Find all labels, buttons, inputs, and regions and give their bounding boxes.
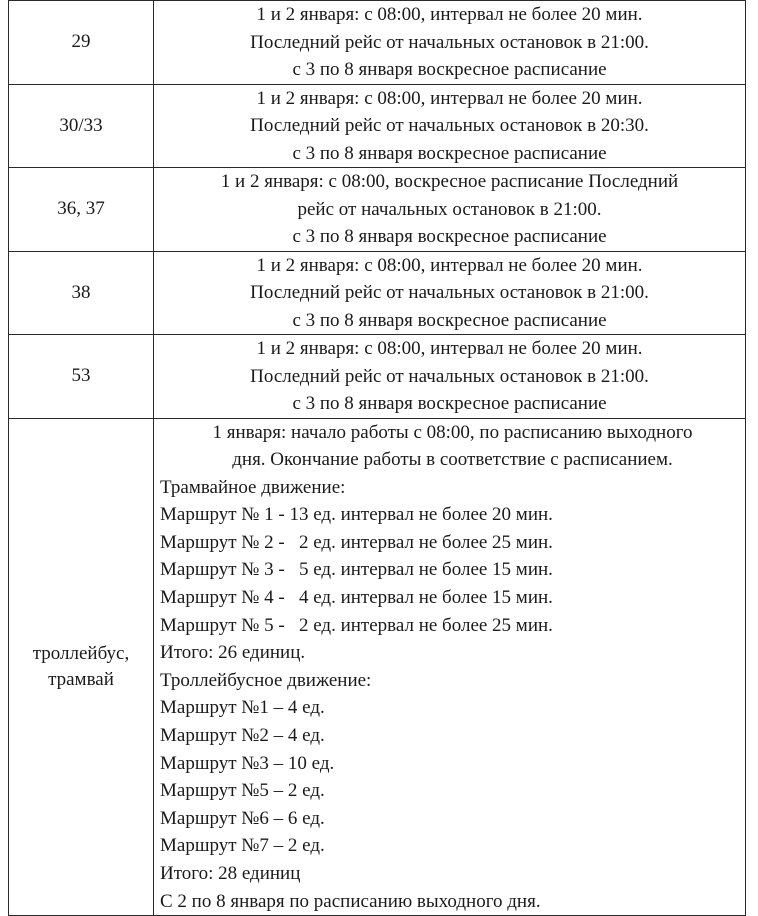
schedule-line: 1 и 2 января: с 08:00, интервал не более 20 мин. (256, 87, 643, 109)
trolley-route: Маршрут №5 – 2 ед. (160, 780, 325, 802)
schedule-info (154, 84, 746, 168)
table-row (9, 251, 746, 335)
schedule-line: с 3 по 8 января воскресное расписание (292, 59, 607, 80)
schedule-line: с 3 по 8 января воскресное расписание (292, 142, 607, 164)
schedule-line: Последний рейс от начальных остановок в 21:00. (250, 282, 649, 303)
route-number: 30/33 (9, 84, 154, 168)
table-row (9, 168, 746, 252)
trolley-route: Маршрут №7 – 2 ед. (160, 835, 325, 857)
table-row (9, 335, 746, 419)
schedule-line: Последний рейс от начальных остановок в 21:00. (250, 365, 649, 387)
table-row (9, 84, 746, 168)
schedule-line: с 3 по 8 января воскресное расписание (292, 226, 607, 247)
trolley-heading: Троллейбусное движение: (160, 669, 372, 691)
route-label: трамвай (48, 668, 114, 690)
tram-heading: Трамвайное движение: (160, 476, 346, 498)
schedule-info (154, 418, 746, 916)
trolley-route: Маршрут №6 – 6 ед. (160, 807, 325, 829)
route-number: 36, 37 (9, 168, 154, 252)
schedule-info (154, 251, 746, 335)
tram-route: Маршрут № 4 - 4 ед. интервал не более 15 мин. (160, 587, 553, 609)
schedule-line: 1 и 2 января: с 08:00, интервал не более 20 мин. (256, 4, 643, 25)
closing-note: С 2 по 8 января по расписанию выходного дня. (160, 890, 541, 912)
table-row (9, 1, 746, 85)
schedule-line: Последний рейс от начальных остановок в 21:00. (250, 31, 649, 53)
trolley-total: Итого: 28 единиц (160, 863, 301, 884)
trolley-route: Маршрут №3 – 10 ед. (160, 752, 335, 774)
tram-route: Маршрут № 2 - 2 ед. интервал не более 25 мин. (160, 531, 553, 553)
intro-line: 1 января: начало работы с 08:00, по расписанию выходного (212, 421, 693, 443)
route-number: 53 (9, 335, 154, 419)
route-number: 29 (9, 1, 154, 85)
schedule-line: с 3 по 8 января воскресное расписание (292, 309, 607, 331)
schedule-line: рейс от начальных остановок в 21:00. (297, 198, 602, 220)
schedule-line: 1 и 2 января: с 08:00, воскресное расписание Последний (220, 171, 679, 192)
trolley-route: Маршрут №1 – 4 ед. (160, 697, 325, 719)
tram-route: Маршрут № 5 - 2 ед. интервал не более 25 мин. (160, 614, 553, 636)
schedule-info (154, 168, 746, 252)
schedule-info (154, 1, 746, 85)
schedule-info (154, 335, 746, 419)
schedule-line: 1 и 2 января: с 08:00, интервал не более 20 мин. (256, 254, 643, 276)
intro-line: дня. Окончание работы в соответствие с расписанием. (232, 449, 673, 471)
trolley-route: Маршрут №2 – 4 ед. (160, 725, 325, 747)
route-number: 38 (9, 251, 154, 335)
table-row (9, 418, 746, 916)
tram-route: Маршрут № 3 - 5 ед. интервал не более 15 мин. (160, 559, 553, 581)
route-transport-type (9, 418, 154, 916)
tram-route: Маршрут № 1 - 13 ед. интервал не более 20 мин. (160, 504, 553, 526)
route-label: троллейбус, (32, 642, 130, 664)
schedule-document (8, 0, 746, 916)
tram-total: Итого: 26 единиц. (160, 642, 306, 664)
schedule-line: 1 и 2 января: с 08:00, интервал не более 20 мин. (256, 338, 643, 359)
schedule-line: Последний рейс от начальных остановок в 20:30. (250, 115, 649, 136)
schedule-line: с 3 по 8 января воскресное расписание (292, 393, 607, 414)
schedule-table (8, 0, 746, 916)
